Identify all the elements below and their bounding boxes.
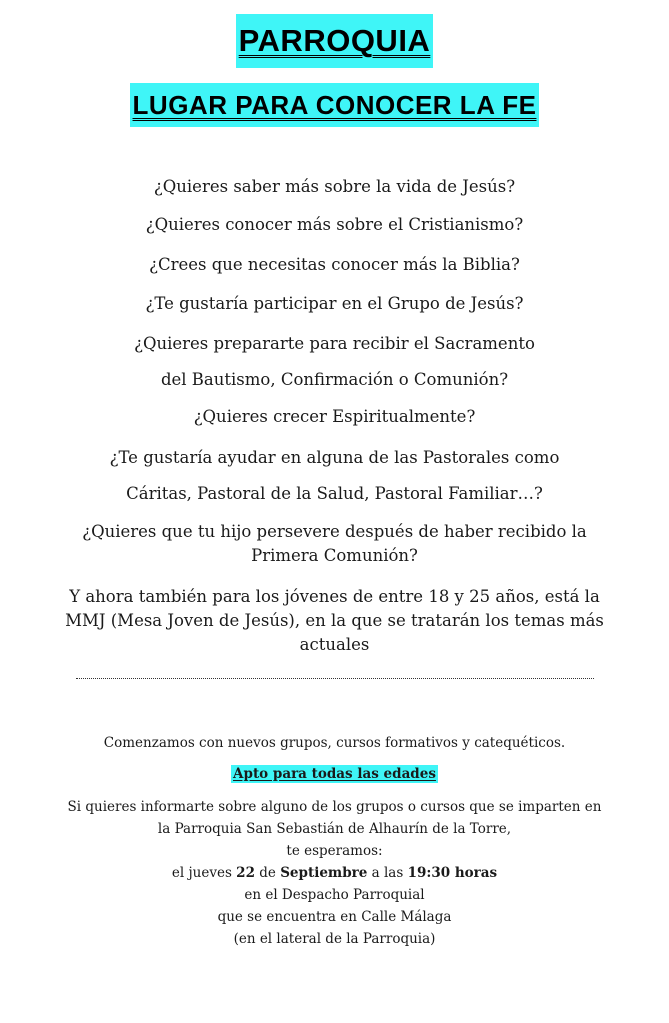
question-line: ¿Te gustaría participar en el Grupo de Jesús? bbox=[145, 294, 524, 313]
question-line: ¿Te gustaría ayudar en alguna de las Pastorales como bbox=[109, 448, 560, 467]
question-line: Cáritas, Pastoral de la Salud, Pastoral Familiar…? bbox=[126, 484, 543, 503]
youth-line: MMJ (Mesa Joven de Jesús), en la que se tratarán los temas más bbox=[65, 611, 604, 630]
youth-line: Y ahora también para los jóvenes de entre 18 y 25 años, está la bbox=[69, 587, 600, 606]
date-month: Septiembre bbox=[280, 865, 368, 881]
date-time: 19:30 horas bbox=[407, 865, 498, 881]
question-line: ¿Quieres conocer más sobre el Cristianismo? bbox=[145, 215, 524, 234]
subtitle-text: LUGAR PARA CONOCER LA FE bbox=[130, 83, 540, 127]
intro-text: Comenzamos con nuevos grupos, cursos formativos y catequéticos. bbox=[103, 735, 566, 751]
title-text: PARROQUIA bbox=[236, 14, 434, 68]
youth-line: actuales bbox=[299, 635, 370, 654]
info-line: (en el lateral de la Parroquia) bbox=[233, 931, 436, 947]
info-line: Si quieres informarte sobre alguno de los grupos o cursos que se imparten en bbox=[67, 799, 602, 815]
date-prefix: el jueves bbox=[171, 865, 237, 881]
question-line: ¿Quieres que tu hijo persevere después de haber recibido la bbox=[82, 522, 587, 541]
age-badge: Apto para todas las edades bbox=[233, 766, 436, 782]
age-badge-row bbox=[0, 763, 669, 785]
title-heading bbox=[0, 14, 669, 68]
question-line: ¿Crees que necesitas conocer más la Biblia? bbox=[149, 255, 520, 274]
date-line bbox=[0, 862, 669, 884]
subtitle-heading bbox=[0, 83, 669, 127]
question-line: ¿Quieres crecer Espiritualmente? bbox=[193, 407, 476, 426]
info-line: que se encuentra en Calle Málaga bbox=[217, 909, 452, 925]
info-line: la Parroquia San Sebastián de Alhaurín de la Torre, bbox=[157, 821, 512, 837]
info-line: en el Despacho Parroquial bbox=[244, 887, 425, 903]
date-day: 22 bbox=[236, 865, 255, 881]
question-line: ¿Quieres saber más sobre la vida de Jesús? bbox=[153, 177, 516, 196]
date-mid2: a las bbox=[367, 865, 408, 881]
info-line: te esperamos: bbox=[286, 843, 383, 859]
question-line: Primera Comunión? bbox=[251, 546, 418, 565]
question-line: del Bautismo, Confirmación o Comunión? bbox=[160, 370, 509, 389]
dotted-divider bbox=[76, 678, 594, 679]
date-mid1: de bbox=[254, 865, 281, 881]
question-line: ¿Quieres prepararte para recibir el Sacramento bbox=[134, 334, 535, 353]
